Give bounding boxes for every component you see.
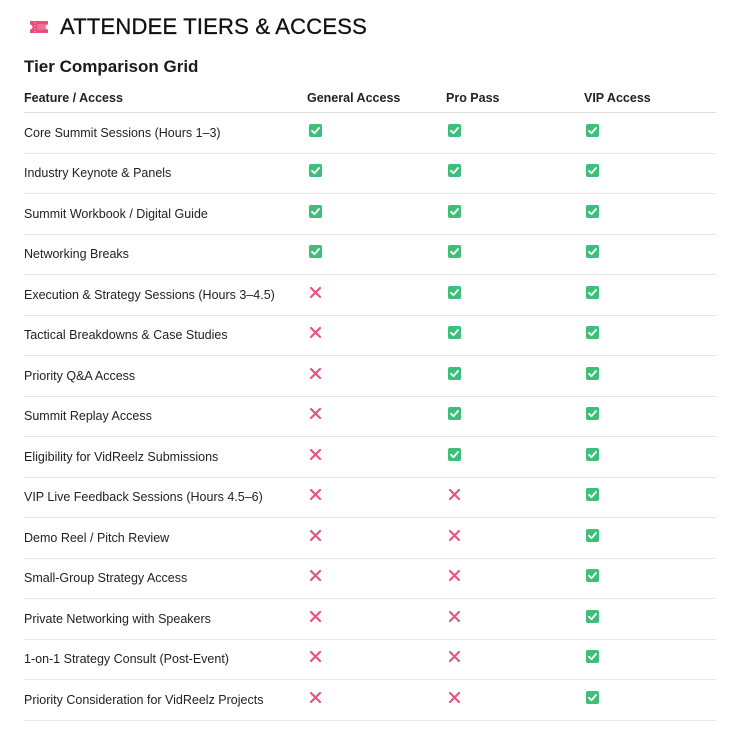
cross-icon: [309, 326, 322, 339]
check-box-icon: [448, 407, 461, 420]
cross-icon: [309, 610, 322, 623]
grid-subtitle: Tier Comparison Grid: [24, 57, 199, 76]
feature-label: Networking Breaks: [24, 247, 129, 262]
cross-icon: [448, 529, 461, 542]
check-box-icon: [309, 205, 322, 218]
cross-icon: [309, 448, 322, 461]
access-cell-vip: [584, 205, 716, 223]
cross-icon: [309, 367, 322, 380]
access-cell-general: [307, 569, 446, 587]
column-header-pro: Pro Pass: [446, 90, 500, 105]
check-box-icon: [586, 650, 599, 663]
cross-icon: [448, 691, 461, 704]
table-row: [24, 113, 716, 154]
cross-icon: [309, 407, 322, 420]
access-cell-general: [307, 245, 446, 263]
check-box-icon: [448, 205, 461, 218]
table-row: [24, 518, 716, 559]
cross-icon: [448, 569, 461, 582]
table-row: [24, 680, 716, 721]
check-box-icon: [448, 326, 461, 339]
check-box-icon: [448, 448, 461, 461]
feature-label: Eligibility for VidReelz Submissions: [24, 449, 219, 464]
check-box-icon: [586, 529, 599, 542]
feature-label: Priority Consideration for VidReelz Projects: [24, 692, 264, 707]
check-box-icon: [448, 124, 461, 137]
access-cell-general: [307, 286, 446, 304]
check-box-icon: [309, 124, 322, 137]
check-box-icon: [586, 691, 599, 704]
access-cell-general: [307, 124, 446, 142]
access-cell-pro: [446, 610, 584, 628]
access-cell-general: [307, 650, 446, 668]
column-header-general: General Access: [307, 90, 401, 105]
cross-icon: [309, 650, 322, 663]
table-row: [24, 235, 716, 276]
check-box-icon: [586, 326, 599, 339]
table-row: [24, 599, 716, 640]
check-box-icon: [586, 367, 599, 380]
access-cell-vip: [584, 691, 716, 709]
check-box-icon: [586, 488, 599, 501]
check-box-icon: [448, 164, 461, 177]
access-cell-vip: [584, 610, 716, 628]
access-cell-general: [307, 326, 446, 344]
page-title: ATTENDEE TIERS & ACCESS: [60, 14, 367, 39]
access-cell-vip: [584, 245, 716, 263]
access-cell-vip: [584, 488, 716, 506]
table-row: [24, 640, 716, 681]
access-cell-pro: [446, 407, 584, 425]
access-cell-vip: [584, 164, 716, 182]
cross-icon: [448, 488, 461, 501]
access-cell-pro: [446, 529, 584, 547]
access-cell-pro: [446, 124, 584, 142]
feature-label: 1-on-1 Strategy Consult (Post-Event): [24, 652, 229, 667]
check-box-icon: [586, 610, 599, 623]
access-cell-vip: [584, 448, 716, 466]
access-cell-general: [307, 610, 446, 628]
access-cell-pro: [446, 691, 584, 709]
feature-label: Core Summit Sessions (Hours 1–3): [24, 125, 221, 140]
check-box-icon: [448, 367, 461, 380]
feature-label: Private Networking with Speakers: [24, 611, 211, 626]
access-cell-general: [307, 367, 446, 385]
check-box-icon: [586, 569, 599, 582]
cross-icon: [309, 569, 322, 582]
access-cell-pro: [446, 164, 584, 182]
access-cell-general: [307, 205, 446, 223]
check-box-icon: [309, 164, 322, 177]
feature-label: Industry Keynote & Panels: [24, 166, 172, 181]
check-box-icon: [309, 245, 322, 258]
access-cell-general: [307, 529, 446, 547]
table-body: [24, 113, 716, 721]
table-row: [24, 154, 716, 195]
feature-label: VIP Live Feedback Sessions (Hours 4.5–6): [24, 490, 263, 505]
feature-label: Summit Replay Access: [24, 409, 152, 424]
access-cell-vip: [584, 367, 716, 385]
feature-label: Demo Reel / Pitch Review: [24, 530, 170, 545]
cross-icon: [309, 286, 322, 299]
check-box-icon: [586, 448, 599, 461]
check-box-icon: [586, 124, 599, 137]
table-row: [24, 316, 716, 357]
table-row: [24, 397, 716, 438]
feature-label: Execution & Strategy Sessions (Hours 3–4.5): [24, 287, 275, 302]
table-row: [24, 437, 716, 478]
check-box-icon: [586, 286, 599, 299]
access-cell-pro: [446, 488, 584, 506]
access-cell-vip: [584, 326, 716, 344]
access-cell-vip: [584, 569, 716, 587]
access-cell-pro: [446, 286, 584, 304]
tier-comparison-table: [24, 83, 716, 721]
access-cell-general: [307, 407, 446, 425]
table-row: [24, 356, 716, 397]
table-row: [24, 194, 716, 235]
cross-icon: [448, 650, 461, 663]
check-box-icon: [448, 245, 461, 258]
feature-label: Small-Group Strategy Access: [24, 571, 188, 586]
access-cell-vip: [584, 124, 716, 142]
access-cell-pro: [446, 245, 584, 263]
feature-label: Summit Workbook / Digital Guide: [24, 206, 208, 221]
check-box-icon: [448, 286, 461, 299]
access-cell-pro: [446, 205, 584, 223]
access-cell-pro: [446, 650, 584, 668]
access-cell-general: [307, 691, 446, 709]
cross-icon: [309, 691, 322, 704]
access-cell-vip: [584, 286, 716, 304]
access-cell-general: [307, 488, 446, 506]
access-cell-pro: [446, 367, 584, 385]
access-cell-general: [307, 164, 446, 182]
access-cell-pro: [446, 448, 584, 466]
check-box-icon: [586, 245, 599, 258]
access-cell-pro: [446, 326, 584, 344]
column-header-feature: Feature / Access: [24, 90, 123, 105]
check-box-icon: [586, 407, 599, 420]
table-row: [24, 478, 716, 519]
access-cell-pro: [446, 569, 584, 587]
feature-label: Priority Q&A Access: [24, 368, 136, 383]
cross-icon: [309, 488, 322, 501]
check-box-icon: [586, 205, 599, 218]
access-cell-vip: [584, 529, 716, 547]
ticket-icon: [28, 20, 50, 34]
table-header-row: [24, 83, 716, 113]
check-box-icon: [586, 164, 599, 177]
cross-icon: [448, 610, 461, 623]
feature-label: Tactical Breakdowns & Case Studies: [24, 328, 228, 343]
cross-icon: [309, 529, 322, 542]
page-header: [28, 12, 367, 42]
access-cell-vip: [584, 650, 716, 668]
table-row: [24, 559, 716, 600]
access-cell-general: [307, 448, 446, 466]
access-cell-vip: [584, 407, 716, 425]
table-row: [24, 275, 716, 316]
column-header-vip: VIP Access: [584, 90, 651, 105]
